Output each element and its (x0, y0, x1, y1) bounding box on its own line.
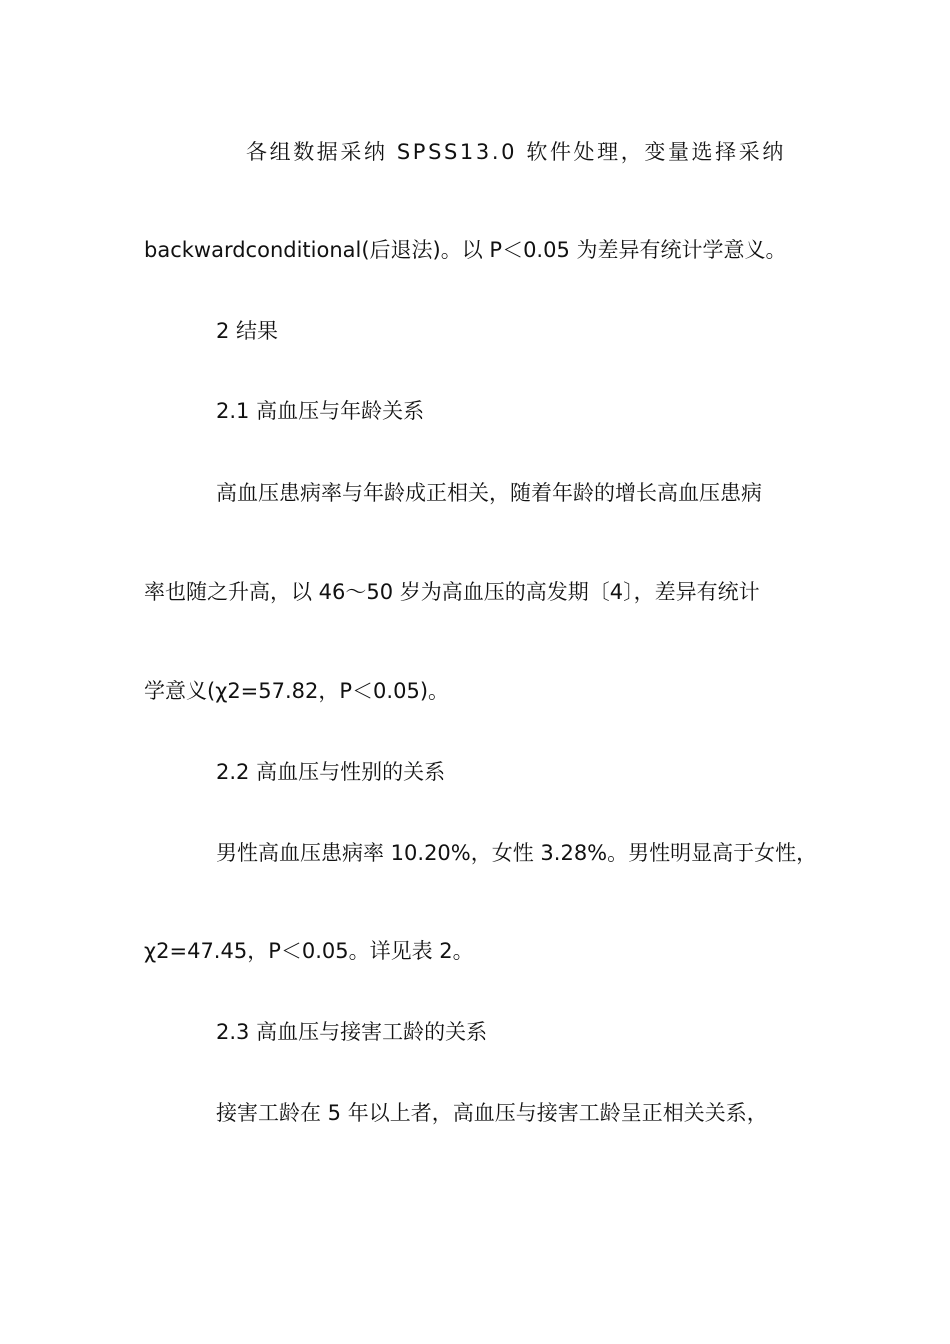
paragraph-line-exposure-years-1: 接害工龄在 5 年以上者，高血压与接害工龄呈正相关关系， (216, 1101, 768, 1125)
subsection-heading-exposure-years: 2.3 高血压与接害工龄的关系 (216, 1020, 488, 1044)
paragraph-line-significance-level: backwardconditional(后退法)。以 P＜0.05 为差异有统计学意义。 (144, 238, 787, 262)
section-heading-results: 2 结果 (216, 319, 279, 343)
paragraph-line-gender-2: χ2=47.45，P＜0.05。详见表 2。 (144, 939, 474, 963)
paragraph-line-age-2: 率也随之升高，以 46～50 岁为高血压的高发期〔4〕，差异有统计 (144, 580, 760, 604)
paragraph-line-statistics-method: 各组数据采纳 SPSS13.0 软件处理，变量选择采纳 (246, 140, 786, 164)
paragraph-line-age-1: 高血压患病率与年龄成正相关，随着年龄的增长高血压患病 (216, 481, 762, 505)
subsection-heading-age: 2.1 高血压与年龄关系 (216, 399, 425, 423)
paragraph-line-age-3: 学意义(χ2=57.82，P＜0.05)。 (144, 679, 450, 703)
paragraph-line-gender-1: 男性高血压患病率 10.20%，女性 3.28%。男性明显高于女性， (216, 841, 818, 865)
subsection-heading-gender: 2.2 高血压与性别的关系 (216, 760, 446, 784)
